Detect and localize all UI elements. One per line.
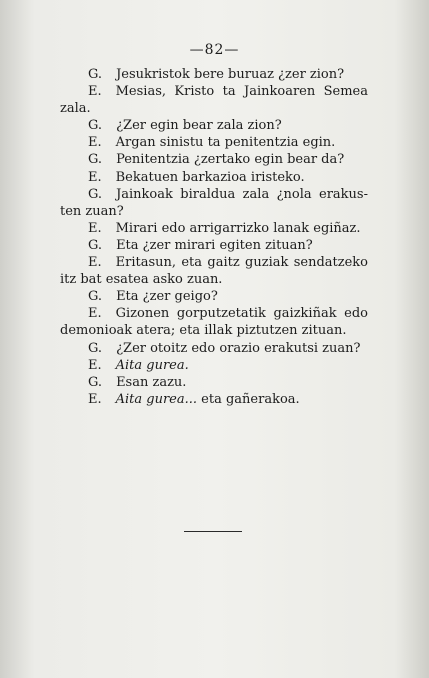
italic-text: Aita gurea. (115, 357, 189, 373)
speaker-label: G. (88, 237, 103, 253)
dialogue-line (60, 271, 368, 288)
dialogue-line (60, 100, 368, 117)
continuation-text: zala. (60, 101, 91, 117)
speaker-label: E. (88, 255, 102, 271)
speaker-label: E. (88, 391, 102, 407)
line-text: Eritasun, eta gaitz guziak sendatzeko (115, 255, 368, 271)
dialogue-line (60, 288, 368, 305)
speaker-label: G. (88, 374, 103, 390)
dialogue-line (60, 117, 368, 134)
dialogue-line (60, 305, 368, 322)
speaker-label: G. (88, 152, 103, 168)
speaker-label: E. (88, 135, 102, 151)
end-rule (184, 531, 242, 532)
italic-text: Aita gurea... (115, 391, 198, 407)
dialogue-line (60, 237, 368, 254)
dialogue-line (60, 322, 368, 339)
dialogue-line (60, 169, 368, 186)
speaker-label: E. (88, 357, 102, 373)
line-tail: eta gañerakoa. (197, 391, 300, 407)
continuation-text: demonioak atera; eta illak piztutzen zituan. (60, 323, 347, 339)
dialogue-line (60, 66, 368, 83)
dialogue-line (60, 203, 368, 220)
line-text: Gizonen gorputzetatik gaizkiñak edo (115, 306, 368, 322)
continuation-text: ten zuan? (60, 203, 124, 219)
line-text: Jainkoak biraldua zala ¿nola erakus- (116, 186, 368, 202)
dialogue-line (60, 220, 368, 237)
speaker-label: E. (88, 306, 102, 322)
speaker-label: E. (88, 169, 102, 185)
speaker-label: G. (88, 67, 103, 82)
dialogue-line (60, 254, 368, 271)
dialogue-line (60, 340, 368, 357)
line-text: Mesias, Kristo ta Jainkoaren Semea (115, 84, 368, 100)
line-text: Mirari edo arrigarrizko lanak egiñaz. (115, 220, 361, 236)
line-text: Penitentzia ¿zertako egin bear da? (116, 152, 345, 168)
line-text: Jesukristok bere buruaz ¿zer zion? (116, 67, 345, 82)
line-text: Argan sinistu ta penitentzia egin. (115, 135, 336, 151)
line-text: Eta ¿zer mirari egiten zituan? (116, 237, 313, 253)
speaker-label: E. (88, 220, 102, 236)
speaker-label: G. (88, 118, 103, 134)
dialogue-line (60, 357, 368, 374)
dialogue-line (60, 83, 368, 100)
speaker-label: G. (88, 289, 103, 305)
line-text: Bekatuen barkazioa iristeko. (115, 169, 305, 185)
dialogue-line (60, 151, 368, 168)
dialogue-line (60, 391, 368, 408)
line-text: Eta ¿zer geigo? (116, 289, 218, 305)
dialogue-text (60, 66, 368, 408)
line-text: Esan zazu. (116, 374, 187, 390)
line-text: ¿Zer otoitz edo orazio erakutsi zuan? (116, 340, 361, 356)
page-number: —82— (189, 42, 240, 58)
speaker-label: G. (88, 340, 103, 356)
dialogue-line (60, 374, 368, 391)
speaker-label: E. (88, 84, 102, 100)
continuation-text: itz bat esatea asko zuan. (60, 272, 223, 288)
dialogue-line (60, 134, 368, 151)
line-text: ¿Zer egin bear zala zion? (116, 118, 282, 134)
speaker-label: G. (88, 186, 103, 202)
dialogue-line (60, 186, 368, 203)
